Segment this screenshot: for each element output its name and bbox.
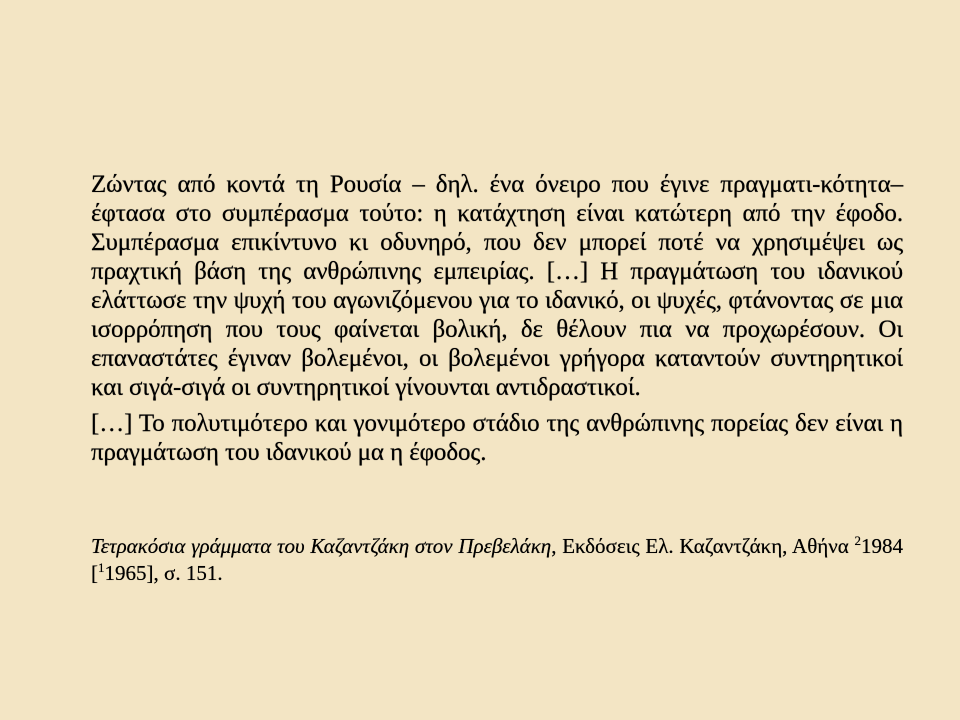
source-first-edition-superscript: 1 bbox=[98, 560, 105, 575]
source-book-title: Τετρακόσια γράμματα του Καζαντζάκη στον Πρεβελάκη bbox=[91, 534, 552, 558]
source-citation bbox=[91, 533, 903, 587]
source-publisher: , Εκδόσεις Ελ. Καζαντζάκη, Αθήνα bbox=[551, 534, 855, 558]
quote-paragraph-2: […] Το πολυτιμότερο και γονιμότερο στάδιο της ανθρώπινης πορείας δεν είναι η πραγμάτωση του ιδανικού μα η έφοδος. bbox=[91, 410, 903, 466]
source-edition-year: 1984 [ bbox=[91, 534, 903, 585]
source-edition-superscript: 2 bbox=[854, 533, 861, 548]
quote-paragraph-1: Ζώντας από κοντά τη Ρουσία – δηλ. ένα όνειρο που έγινε πραγματι-κότητα– έφτασα στο συμπέρασμα τούτο: η κατάχτηση είναι κατώτερη από την έφοδο. Συμπέρασμα επικίντυνο κι οδυνηρό, που δεν μπορεί ποτέ να χρησιμέψει ως πραχτική βάση της ανθρώπινης εμπειρίας. […] Η πραγμάτωση του ιδανικού ελάττωσε την ψυχή του αγωνιζόμενου για το ιδανικό, οι ψυχές, φτάνοντας σε μια ισορρόπηση που τους φαίνεται βολική, δε θέλουν πια να προχωρέσουν. Οι επαναστάτες έγιναν βολεμένοι, οι βολεμένοι γρήγορα καταντούν συντηρητικοί και σιγά-σιγά οι συντηρητικοί γίνουνται αντιδραστικοί. bbox=[91, 171, 903, 401]
slide-content bbox=[91, 170, 903, 587]
source-first-edition-year: 1965], σ. 151. bbox=[104, 561, 223, 585]
